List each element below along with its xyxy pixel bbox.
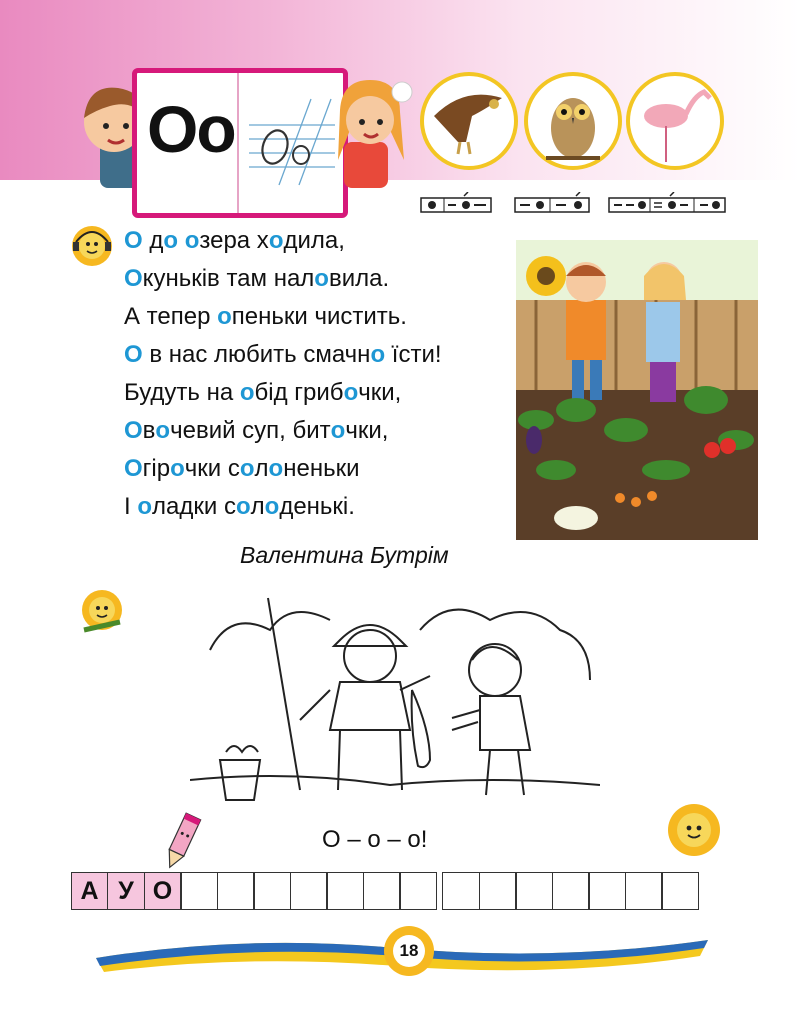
poem-text: неньки <box>283 455 360 482</box>
sunflower-pencil-icon <box>74 586 130 640</box>
flamingo-picture <box>626 72 724 170</box>
sound-text: О – о – о! <box>322 826 428 853</box>
highlighted-letter: О <box>124 455 143 482</box>
highlighted-letter: О <box>124 417 143 444</box>
letter-cell[interactable]: О <box>144 872 182 910</box>
poem-text: чки с <box>184 455 240 482</box>
poem-line <box>124 450 442 488</box>
letter-cell[interactable] <box>479 872 517 910</box>
eagle-picture <box>420 72 518 170</box>
highlighted-letter: о <box>217 303 232 330</box>
highlighted-letter: о <box>170 455 185 482</box>
highlighted-letter: о <box>163 227 179 254</box>
poem-text: д <box>142 227 164 254</box>
letter-cell[interactable] <box>180 872 218 910</box>
highlighted-letter: о <box>137 493 153 520</box>
poem-text: в нас любить смачн <box>142 341 371 368</box>
poem-text: в <box>142 417 156 444</box>
handwriting-lines <box>249 95 335 187</box>
poem-text: А тепер <box>124 303 218 330</box>
poem-text: куньків там нал <box>142 265 315 292</box>
page-number: 18 <box>399 941 419 960</box>
letter-cell[interactable] <box>363 872 401 910</box>
highlighted-letter: о <box>155 417 171 444</box>
highlighted-letter: о <box>235 493 251 520</box>
poem-line <box>124 222 442 260</box>
poem-text: зера х <box>199 227 269 254</box>
poem-text: л <box>250 493 265 520</box>
sunflower-icon <box>664 800 724 860</box>
letter-cell[interactable] <box>326 872 364 910</box>
letter-cell[interactable] <box>552 872 590 910</box>
letter-cell[interactable]: А <box>71 872 109 910</box>
letter-cell[interactable] <box>661 872 699 910</box>
poem-text: бід гриб <box>254 379 344 406</box>
book-spine <box>237 73 239 213</box>
letter-cell[interactable] <box>217 872 255 910</box>
poem-text: Будуть на <box>124 379 240 406</box>
pencil-icon <box>160 810 204 872</box>
poem-line <box>124 488 442 526</box>
highlighted-letter: О <box>124 227 143 254</box>
highlighted-letter: о <box>330 417 346 444</box>
highlighted-letter: о <box>314 265 329 292</box>
poem-line <box>124 260 442 298</box>
syllable-scheme-flamingo <box>608 192 726 214</box>
poem-text: дила, <box>283 227 345 254</box>
alphabet-book <box>132 68 348 218</box>
letter-cell[interactable] <box>399 872 437 910</box>
poem-text: їсти! <box>385 341 442 368</box>
highlighted-letter: о <box>239 379 255 406</box>
letter-cell[interactable] <box>588 872 626 910</box>
coloring-illustration <box>190 590 600 815</box>
poem-text: вила. <box>328 265 390 292</box>
syllable-scheme-owl <box>514 192 590 214</box>
poem-text: гір <box>142 455 171 482</box>
big-letter: Оо <box>147 92 235 166</box>
letter-cell[interactable] <box>442 872 480 910</box>
poem-text: чевий суп, бит <box>170 417 331 444</box>
poem-text: л <box>254 455 269 482</box>
letter-cell[interactable] <box>253 872 291 910</box>
letter-cell[interactable] <box>515 872 553 910</box>
highlighted-letter: о <box>184 227 200 254</box>
poem-line <box>124 374 442 412</box>
highlighted-letter: о <box>268 455 284 482</box>
highlighted-letter: о <box>370 341 386 368</box>
poem-text: І <box>124 493 138 520</box>
highlighted-letter: О <box>124 341 143 368</box>
letter-cell[interactable] <box>625 872 663 910</box>
poem <box>124 222 442 526</box>
poem-text: чки, <box>345 417 389 444</box>
poem-text: ладки с <box>152 493 236 520</box>
poem-author: Валентина Бутрім <box>240 542 449 568</box>
poem-line <box>124 412 442 450</box>
highlighted-letter: о <box>264 493 280 520</box>
poem-line <box>124 336 442 374</box>
poem-text: чки, <box>358 379 402 406</box>
garden-illustration <box>516 240 758 540</box>
syllable-scheme-eagle <box>420 192 492 214</box>
sunflower-listening-icon <box>62 222 122 272</box>
letter-grid <box>72 872 699 910</box>
letter-cell[interactable]: У <box>107 872 145 910</box>
poem-text: денькі. <box>279 493 355 520</box>
poem-text <box>178 227 185 254</box>
poem-line <box>124 298 442 336</box>
letter-cell[interactable] <box>290 872 328 910</box>
highlighted-letter: о <box>239 455 255 482</box>
poem-text: пеньки чистить. <box>231 303 407 330</box>
highlighted-letter: о <box>268 227 284 254</box>
owl-picture <box>524 72 622 170</box>
highlighted-letter: О <box>124 265 143 292</box>
girl-illustration <box>334 70 420 190</box>
highlighted-letter: о <box>343 379 359 406</box>
